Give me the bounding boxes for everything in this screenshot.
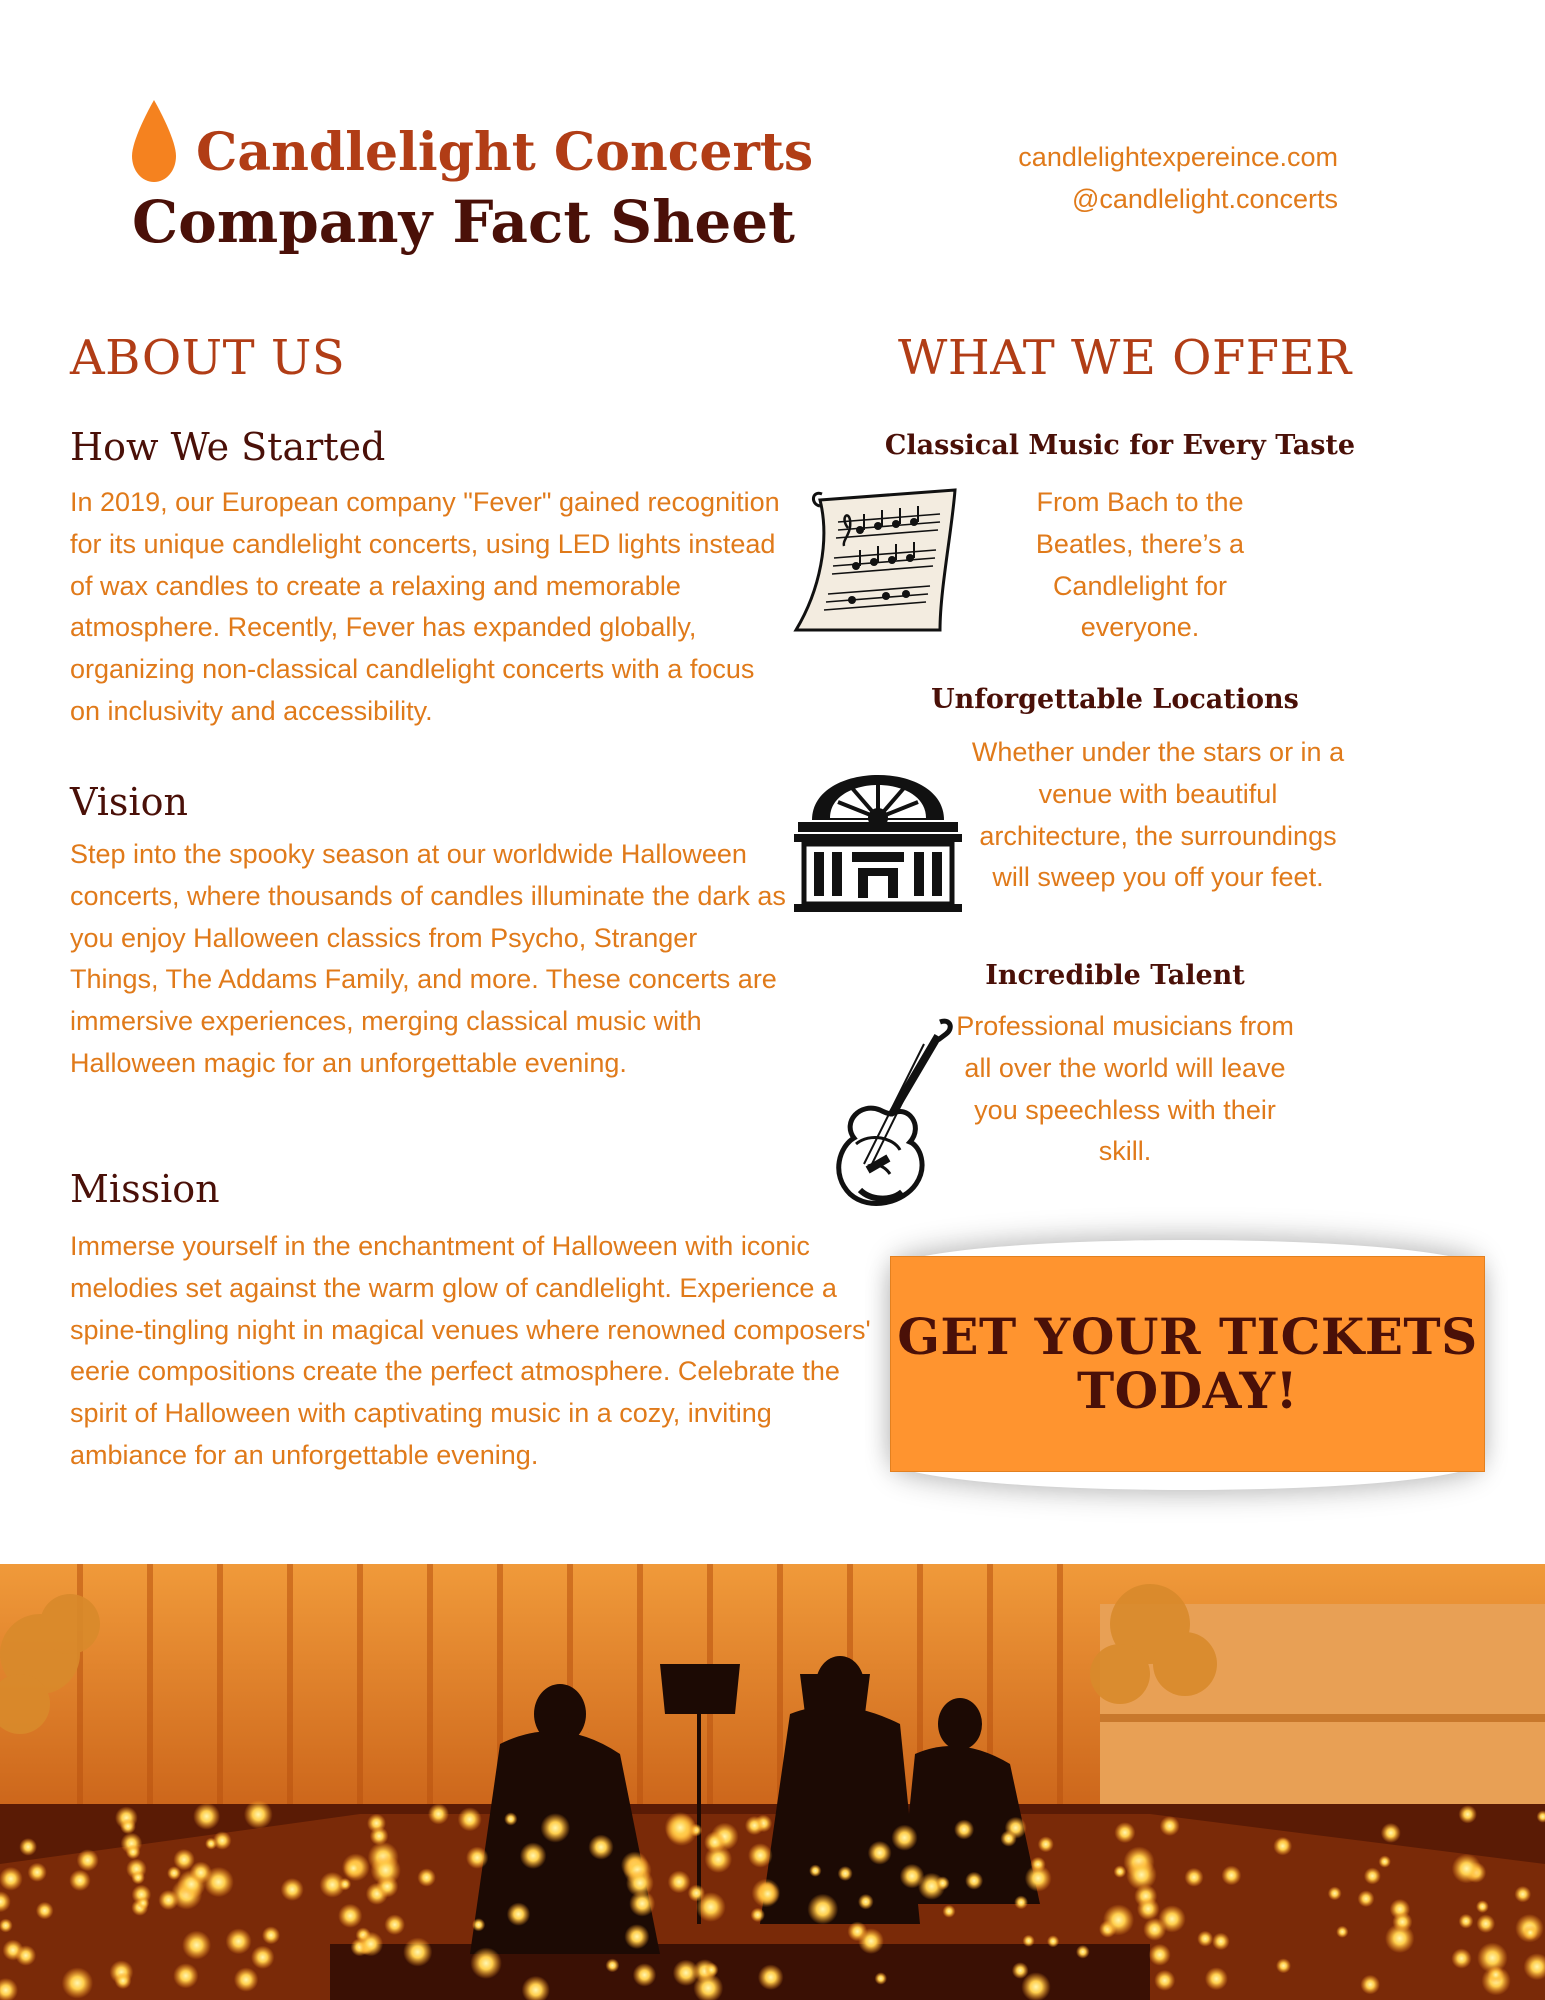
violin-icon: [820, 1014, 960, 1214]
candle-glow: [507, 1903, 530, 1926]
candle-glow: [1222, 1866, 1242, 1886]
candle-glow: [673, 1960, 699, 1986]
candle-glow: [1205, 1967, 1228, 1990]
how-we-started-heading: How We Started: [70, 425, 386, 469]
candle-glow: [1025, 1865, 1052, 1892]
candle-glow: [1459, 1805, 1477, 1823]
candle-glow: [0, 1867, 23, 1891]
candle-glow: [1515, 1886, 1532, 1903]
candle-glow: [251, 1946, 274, 1969]
brand-name: Candlelight Concerts: [196, 122, 814, 183]
candle-glow: [1000, 1830, 1016, 1846]
candle-glow: [1452, 1854, 1482, 1884]
candle-glow: [838, 1866, 853, 1881]
candle-glow: [1328, 1887, 1342, 1901]
candle-glow: [115, 1972, 132, 1989]
about-heading: ABOUT US: [70, 330, 346, 386]
building-icon: [790, 740, 966, 916]
candle-glow: [472, 1918, 485, 1931]
candle-glow: [1154, 1970, 1175, 1991]
candle-glow: [1103, 1904, 1134, 1935]
candle-glow: [858, 1928, 884, 1954]
candle-glow: [868, 1841, 892, 1865]
candle-glow: [458, 1807, 482, 1831]
candle-glow: [668, 1871, 691, 1894]
candle-glow: [665, 1812, 696, 1843]
candle-glow: [1185, 1868, 1204, 1887]
candle-glow: [213, 1831, 232, 1850]
concert-photo-illustration: [0, 1564, 1545, 2000]
candle-glow: [1197, 1931, 1213, 1947]
candle-glow: [470, 1947, 502, 1979]
candle-glow: [1149, 1944, 1171, 1966]
candle-glow: [1038, 1836, 1054, 1852]
candle-glow: [28, 1863, 47, 1882]
candle-glow: [1364, 1868, 1381, 1885]
candle-glow: [891, 1825, 917, 1851]
candle-glow: [69, 1870, 90, 1891]
candle-glow: [1276, 1958, 1291, 1973]
offer-text-talent: Professional musicians from all over the world will leave you speechless with their skill.: [956, 1011, 1294, 1167]
mission-heading: Mission: [70, 1167, 220, 1211]
website-link[interactable]: candlelightexpereince.com: [1018, 142, 1338, 172]
candle-glow: [403, 1937, 432, 1966]
candle-glow: [807, 1894, 838, 1925]
vision-heading: Vision: [70, 780, 188, 824]
get-tickets-label: GET YOUR TICKETS TODAY!: [897, 1307, 1478, 1420]
offer-title-classical: Classical Music for Every Taste: [884, 430, 1356, 461]
candle-glow: [1076, 1945, 1090, 1959]
candle-glow: [428, 1804, 449, 1825]
candle-glow: [62, 1967, 93, 1998]
candle-glow: [1381, 1823, 1401, 1843]
candle-glow: [158, 1890, 178, 1910]
offer-heading: WHAT WE OFFER: [898, 330, 1352, 386]
candle-glow: [758, 1964, 784, 1990]
candle-glow: [1023, 1935, 1035, 1947]
candle-glow: [1459, 1914, 1474, 1929]
candle-glow: [1047, 1935, 1059, 1947]
candle-glow: [1477, 1914, 1496, 1933]
candle-glow: [633, 1963, 656, 1986]
offer-text-locations: Whether under the stars or in a venue with beautiful architecture, the surroundings will sweep you off your feet.: [971, 737, 1345, 893]
candle-drop-icon: [128, 98, 180, 184]
candle-glow: [36, 1902, 54, 1920]
candle-glow: [756, 1882, 779, 1905]
get-tickets-button[interactable]: [890, 1256, 1485, 1472]
offer-title-talent: Incredible Talent: [985, 960, 1245, 991]
offer-text-classical: From Bach to the Beatles, there’s a Candlelight for everyone.: [1035, 487, 1245, 643]
social-handle-link[interactable]: @candlelight.concerts: [1071, 184, 1338, 214]
how-we-started-text: In 2019, our European company "Fever" gained recognition for its unique candlelight concerts, using LED lights instead of wax candles to create a relaxing and memorable atmosphere. Recently, Fever has expanded globally, organizing non-classical candlelight concerts with a focus on inclusivity and accessibility.: [70, 487, 780, 726]
candle-glow: [875, 1972, 887, 1984]
candle-glow: [1114, 1865, 1127, 1878]
candle-glow: [748, 1843, 773, 1868]
candle-glow: [1014, 1896, 1028, 1910]
candle-glow: [1358, 1890, 1375, 1907]
candle-glow: [1114, 1822, 1135, 1843]
candle-glow: [226, 1928, 252, 1954]
candle-glow: [131, 1871, 145, 1885]
candle-glow: [359, 1932, 384, 1957]
candle-glow: [19, 1838, 37, 1856]
candle-glow: [371, 1855, 401, 1885]
candle-glow: [120, 1818, 136, 1834]
candle-glow: [262, 1926, 280, 1944]
candle-glow: [520, 1842, 547, 1869]
candle-glow: [965, 1872, 983, 1890]
candle-glow: [1137, 1898, 1160, 1921]
candle-glow: [1273, 1837, 1292, 1856]
candle-glow: [173, 1963, 198, 1988]
page-title: Company Fact Sheet: [132, 188, 795, 256]
candle-glow: [900, 1864, 925, 1889]
concert-photo: [0, 1564, 1545, 2000]
candle-glow: [339, 1878, 352, 1891]
candle-glow: [77, 1849, 99, 1871]
mission-text: Immerse yourself in the enchantment of Halloween with iconic melodies set against the warm glow of candlelight. Experience a spine-tingling night in magical venues where renowned composers' eerie compositions create the perfect atmosphere. Celebrate the spirit of Halloween with captivating music in a cozy, inviting ambiance for an unforgettable evening.: [70, 1231, 871, 1470]
candle-glow: [1336, 1926, 1348, 1938]
sheet-music-icon: [790, 480, 970, 640]
candle-glow: [704, 1963, 718, 1977]
candle-glow: [1488, 1967, 1505, 1984]
candle-glow: [1158, 1905, 1185, 1932]
candle-glow: [126, 1845, 141, 1860]
candle-glow: [182, 1931, 211, 1960]
offer-title-locations: Unforgettable Locations: [931, 684, 1299, 715]
candle-glow: [281, 1878, 304, 1901]
candle-glow: [193, 1803, 220, 1830]
candle-glow: [344, 1858, 364, 1878]
candle-glow: [1212, 1933, 1230, 1951]
candle-glow: [466, 1847, 488, 1869]
candle-glow: [541, 1813, 571, 1843]
candle-glow: [858, 1894, 874, 1910]
candle-glow: [705, 1845, 733, 1873]
candle-glow: [338, 1904, 362, 1928]
candle-glow: [588, 1835, 613, 1860]
candle-glow: [745, 1816, 764, 1835]
candle-glow: [626, 1869, 654, 1897]
candle-glow: [1476, 1900, 1489, 1913]
vision-text: Step into the spooky season at our worldwide Halloween concerts, where thousands of candles illuminate the dark as you enjoy Halloween classics from Psycho, Stranger Things, The Addams Family, and more. These concerts are immersive experiences, merging classical music with Halloween magic for an unforgettable evening.: [70, 839, 786, 1078]
candle-glow: [936, 1876, 950, 1890]
candle-glow: [1160, 1816, 1180, 1836]
candle-glow: [1385, 1924, 1414, 1953]
candle-glow: [15, 1945, 36, 1966]
candle-glow: [606, 1959, 620, 1973]
candle-glow: [696, 1892, 726, 1922]
candle-glow: [417, 1868, 435, 1886]
candle-glow: [751, 1908, 765, 1922]
candle-glow: [504, 1812, 517, 1825]
candle-glow: [190, 1862, 212, 1884]
candle-glow: [234, 1967, 258, 1991]
candle-glow: [1523, 1925, 1538, 1940]
candle-glow: [624, 1924, 649, 1949]
candle-glow: [244, 1800, 273, 1829]
candle-glow: [1451, 1948, 1471, 1968]
candle-glow: [943, 1905, 956, 1918]
candle-glow: [954, 1820, 974, 1840]
candle-glow: [1360, 1975, 1380, 1995]
candle-glow: [1379, 1855, 1391, 1867]
candle-glow: [384, 1914, 405, 1935]
candle-glow: [137, 1897, 150, 1910]
candle-glow: [809, 1865, 821, 1877]
